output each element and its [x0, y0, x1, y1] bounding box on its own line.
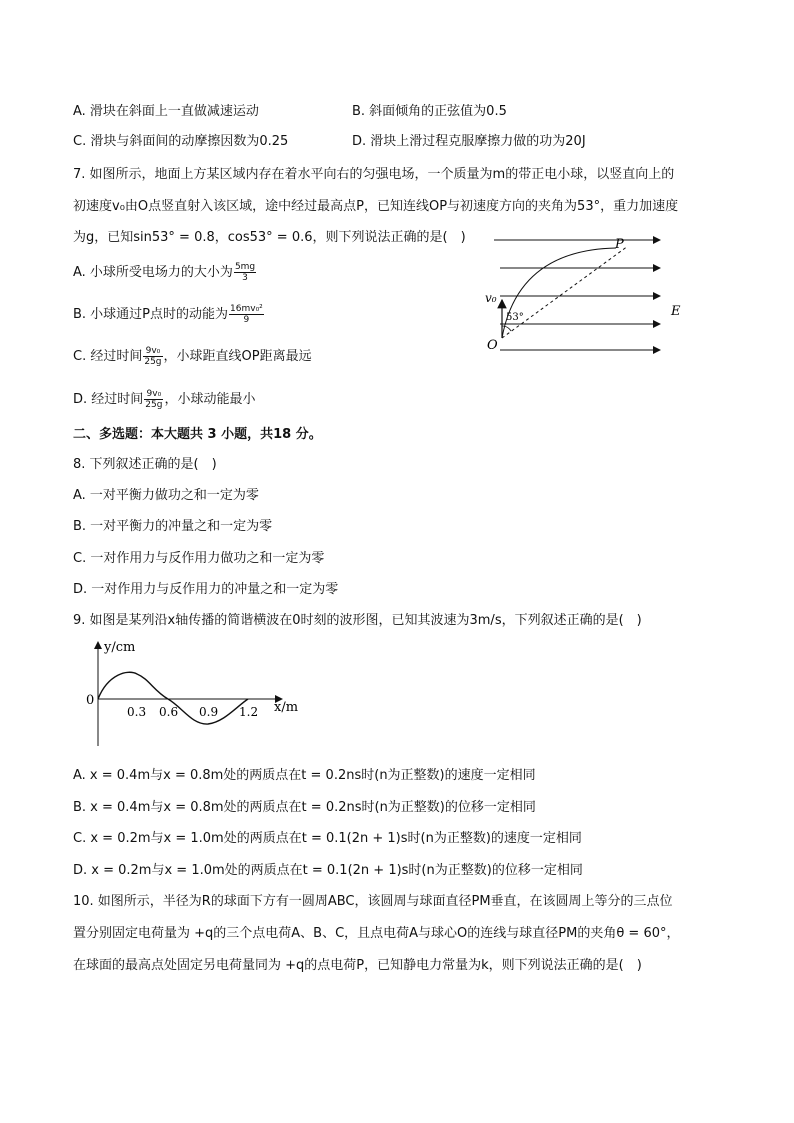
y-axis-label: y/cm: [104, 640, 136, 655]
q7-option-c-text: C. 经过时间: [73, 349, 143, 364]
q7-option-d-fraction: [144, 389, 163, 410]
q7-option-d-denominator: 25g: [145, 400, 163, 410]
q7-option-d-numerator: 9v₀: [144, 389, 163, 400]
q6-option-a: A. 滑块在斜面上一直做减速运动: [73, 104, 259, 119]
label-P: P: [615, 237, 624, 252]
q7-option-c-fraction: [143, 346, 162, 367]
q7-option-a: [73, 262, 257, 283]
q7-option-d: [73, 389, 255, 410]
tick-label-0.3: 0.3: [127, 705, 147, 719]
q7-option-a-numerator: 5mg: [234, 262, 256, 272]
q7-option-d-text: D. 经过时间: [73, 392, 144, 407]
q7-option-b: [73, 304, 265, 325]
x-axis-label: x/m: [274, 700, 299, 715]
tick-label-1.2: 1.2: [239, 705, 259, 719]
q8-option-a: A. 一对平衡力做功之和一定为零: [73, 488, 259, 503]
q7-option-a-denominator: 3: [242, 273, 248, 283]
q7-option-b-fraction: [229, 304, 264, 325]
q9-option-c: C. x = 0.2m与x = 1.0m处的两质点在t = 0.1(2n + 1)s时(n为正整数)的速度一定相同: [73, 831, 582, 846]
q8-stem: 8. 下列叙述正确的是( ): [73, 457, 217, 472]
tick-label-0.9: 0.9: [199, 705, 219, 719]
label-E: E: [671, 304, 681, 319]
q7-option-a-text: A. 小球所受电场力的大小为: [73, 265, 233, 280]
q7-option-c-denominator: 25g: [144, 357, 162, 367]
q7-option-b-numerator: 16mv₀²: [230, 304, 263, 314]
q7-option-b-text: B. 小球通过P点时的动能为: [73, 307, 229, 322]
q7-stem-line-2: 初速度v₀由O点竖直射入该区域，途中经过最高点P，已知连线OP与初速度方向的夹角为53°，重力加速度: [73, 199, 679, 214]
q6-option-d: D. 滑块上滑过程克服摩擦力做的功为20J: [352, 134, 586, 149]
q6-option-b: B. 斜面倾角的正弦值为0.5: [352, 104, 507, 119]
tick-label-0.6: 0.6: [159, 705, 179, 719]
q9-option-a: A. x = 0.4m与x = 0.8m处的两质点在t = 0.2ns时(n为正整数)的速度一定相同: [73, 768, 536, 783]
q9-stem: 9. 如图是某列沿x轴传播的简谐横波在0时刻的波形图，已知其波速为3m/s，下列叙述正确的是( ): [73, 613, 642, 628]
q8-option-c: C. 一对作用力与反作用力做功之和一定为零: [73, 551, 325, 566]
q9-option-d: D. x = 0.2m与x = 1.0m处的两质点在t = 0.1(2n + 1)s时(n为正整数)的位移一定相同: [73, 863, 583, 878]
q7-stem-line-3: 为g，已知sin53° = 0.8，cos53° = 0.6，则下列说法正确的是( ): [73, 230, 466, 245]
q7-stem-line-1: 7. 如图所示，地面上方某区域内存在着水平向右的匀强电场，一个质量为m的带正电小球，以竖直向上的: [73, 167, 675, 182]
label-angle: 53°: [506, 312, 524, 323]
label-v0: v₀: [485, 291, 497, 305]
q7-option-c: [73, 346, 312, 367]
q8-option-d: D. 一对作用力与反作用力的冲量之和一定为零: [73, 582, 339, 597]
q8-option-b: B. 一对平衡力的冲量之和一定为零: [73, 519, 273, 534]
q7-option-c-numerator: 9v₀: [143, 346, 162, 357]
q9-wave-graph: [84, 636, 314, 752]
q10-stem-line-2: 置分别固定电荷量为 +q的三个点电荷A、B、C，且点电荷A与球心O的连线与球直径PM的夹角θ = 60°，: [73, 926, 680, 941]
section-2-heading: 二、多选题：本大题共 3 小题，共18 分。: [73, 427, 322, 442]
q7-electric-field-figure: [478, 228, 688, 360]
q10-stem-line-3: 在球面的最高点处固定另电荷量同为 +q的点电荷P，已知静电力常量为k，则下列说法正确的是( ): [73, 958, 642, 973]
q9-option-b: B. x = 0.4m与x = 0.8m处的两质点在t = 0.2ns时(n为正整数)的位移一定相同: [73, 800, 536, 815]
q6-option-c: C. 滑块与斜面间的动摩擦因数为0.25: [73, 134, 289, 149]
q7-option-a-fraction: [234, 262, 256, 283]
origin-label: 0: [86, 693, 95, 708]
label-O: O: [487, 338, 498, 353]
q10-stem-line-1: 10. 如图所示，半径为R的球面下方有一圆周ABC，该圆周与球面直径PM垂直，在该圆周上等分的三点位: [73, 894, 673, 909]
q7-option-b-denominator: 9: [243, 315, 250, 325]
q7-option-d-suffix: ，小球动能最小: [164, 392, 256, 407]
q7-option-c-suffix: ，小球距直线OP距离最远: [163, 349, 312, 364]
